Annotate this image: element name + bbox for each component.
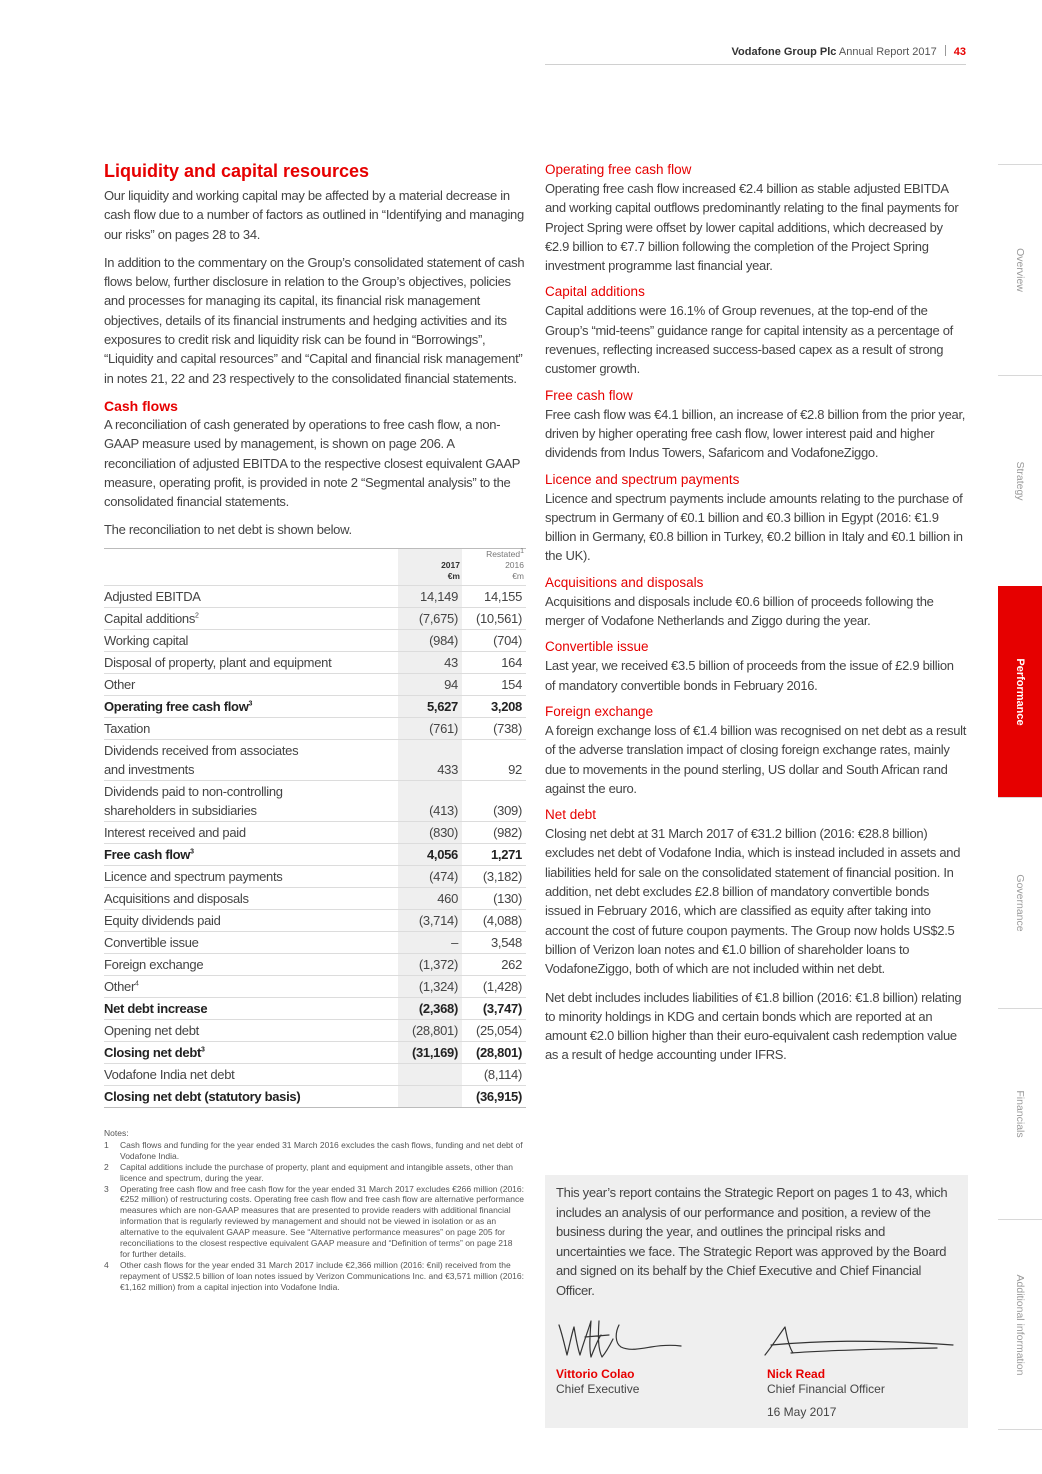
- value-2017: (474): [398, 865, 462, 887]
- net-debt-heading: Net debt: [545, 807, 597, 823]
- tab-financials[interactable]: Financials: [998, 1008, 1042, 1219]
- value-2016: 3,208: [462, 695, 526, 717]
- note-item: 4 Other cash flows for the year ended 31 March 2017 include €2,366 million (2016: €nil) received from the repayment of US$2.5 billion of loan notes issued by Verizon Communications Inc. and €3,571 million (2016: €1,162 million) from a capital injection into Vodafone India.: [104, 1259, 524, 1292]
- operating-free-cash-flow-heading: Operating free cash flow: [545, 162, 692, 177]
- table-header-row: [104, 548, 526, 585]
- signer-read: [767, 1367, 885, 1420]
- table-row: [104, 1085, 526, 1107]
- value-2016: (982): [462, 821, 526, 843]
- strategic-report-text: This year’s report contains the Strategic Report on pages 1 to 43, which includes an analysis of our performance and position, a review of the business during the year, and outlines the principal risks and uncertainties we face. The Strategic Report was approved by the Board and signed on its behalf by the Chief Executive and Chief Financial Officer.: [556, 1185, 948, 1298]
- row-label: Closing net debt$^3$: [104, 1041, 398, 1063]
- table-row: [104, 651, 526, 673]
- page-header: [732, 45, 966, 58]
- row-label: Capital additions$^2$: [104, 607, 398, 629]
- signer-name: Vittorio Colao: [556, 1367, 635, 1381]
- convertible-issue-heading: Convertible issue: [545, 639, 649, 655]
- section-tabs: [998, 164, 1042, 1430]
- cash-flows-paragraph: A reconciliation of cash generated by operations to free cash flow, a non-GAAP measure used by management, is shown on page 206. A reconciliation of adjusted EBITDA to the respective closest equivalent GAAP measure, operating profit, is provided in note 2 “Segmental analysis” to the consolidated financial statements.: [104, 416, 520, 510]
- free-cash-flow-heading: Free cash flow: [545, 387, 633, 403]
- row-label: Dividends received from associates and investments: [104, 739, 398, 780]
- row-label: Acquisitions and disposals: [104, 887, 398, 909]
- foreign-exchange-heading: Foreign exchange: [545, 703, 654, 719]
- value-2016: 1,271: [462, 843, 526, 865]
- value-2017: (2,368): [398, 997, 462, 1019]
- row-label: Operating free cash flow$^3$: [104, 695, 398, 717]
- value-2016: (4,088): [462, 909, 526, 931]
- notes-title: Notes:: [104, 1128, 129, 1138]
- value-2017: (1,372): [398, 953, 462, 975]
- tab-strategy[interactable]: Strategy: [998, 375, 1042, 586]
- signature-date: 16 May 2017: [767, 1405, 837, 1419]
- free-cash-flow-text: Free cash flow was €4.1 billion, an increase of €2.8 billion from the prior year, driven by higher operating free cash flow, lower interest paid and higher dividends from Indus Towers, Safaricom and VodafoneZiggo.: [545, 406, 966, 461]
- row-label: Free cash flow$^3$: [104, 843, 398, 865]
- value-2016: (704): [462, 629, 526, 651]
- value-2016: (130): [462, 887, 526, 909]
- table-row: [104, 607, 526, 629]
- strategic-report-box: [545, 1175, 968, 1428]
- value-2017: (761): [398, 717, 462, 739]
- value-2016: (738): [462, 717, 526, 739]
- foreign-exchange-text: A foreign exchange loss of €1.4 billion was recognised on net debt as a result of the adverse translation impact of closing foreign exchange rates, mainly due to movements in the pound sterling, US dollar and South African rand against the euro.: [545, 722, 967, 796]
- table-row: [104, 739, 526, 780]
- value-2017: (830): [398, 821, 462, 843]
- capital-additions-heading: Capital additions: [545, 284, 645, 300]
- row-label: Working capital: [104, 629, 398, 651]
- table-row: [104, 673, 526, 695]
- licence-spectrum-heading: Licence and spectrum payments: [545, 471, 740, 487]
- signature-read: [757, 1321, 957, 1361]
- header-divider: [945, 45, 946, 56]
- col-2017-header: 2017 €m: [398, 548, 462, 585]
- table-row: [104, 821, 526, 843]
- row-label: Adjusted EBITDA: [104, 585, 398, 607]
- value-2017: 433: [398, 739, 462, 780]
- net-debt-text: Closing net debt at 31 March 2017 of €31.2 billion (2016: €28.8 billion) excludes net debt of Vodafone India, which is instead included in assets and liabilities held for sale on the consolidated statement of financial position. In addition, net debt excludes £2.8 billion of mandatory convertible bonds issued in February 2016, which are classified as equity after taking into account the cost of future coupon payments. The Group now holds US$2.5 billion of Verizon loan notes and €1.0 billion of shareholder loans to VodafoneZiggo, both of which are not included within net debt.: [545, 826, 961, 977]
- table-row: [104, 629, 526, 651]
- value-2017: (3,714): [398, 909, 462, 931]
- table-row: [104, 909, 526, 931]
- value-2016: (3,747): [462, 997, 526, 1019]
- row-label: Foreign exchange: [104, 953, 398, 975]
- value-2016: 92: [462, 739, 526, 780]
- acquisitions-disposals-text: Acquisitions and disposals include €0.6 billion of proceeds following the merger of Vodafone Netherlands and Ziggo during the year.: [545, 593, 934, 629]
- value-2016: (10,561): [462, 607, 526, 629]
- row-label: Other: [104, 673, 398, 695]
- col-2016-header: Restated$^1$ 2016 €m: [486, 547, 524, 581]
- note-item: 3 Operating free cash flow and free cash flow for the year ended 31 March 2017 excludes €266 million (2016: €252 million) of restructuring costs. Operating free cash flow and free cash flow are alternative performance measures which are non-GAAP measures that are presented to provide readers with additional financial information that is regularly reviewed by management and should not be viewed in isolation or as an alternative to the equivalent GAAP measure. See “Alternative performance measures” on page 205 for reconciliations to the closest respective equivalent GAAP measure and “Definition of terms” on page 218 for further details.: [104, 1183, 524, 1259]
- value-2016: (3,182): [462, 865, 526, 887]
- table-row: [104, 1019, 526, 1041]
- value-2017: 460: [398, 887, 462, 909]
- value-2017: –: [398, 931, 462, 953]
- signer-role: Chief Executive: [556, 1382, 640, 1396]
- value-2017: 14,149: [398, 585, 462, 607]
- row-label: Dividends paid to non-controlling shareholders in subsidiaries: [104, 780, 398, 821]
- value-2017: (31,169): [398, 1041, 462, 1063]
- table-row: [104, 997, 526, 1019]
- value-2017: 5,627: [398, 695, 462, 717]
- table-row: [104, 585, 526, 607]
- row-label: Vodafone India net debt: [104, 1063, 398, 1085]
- table-row: [104, 780, 526, 821]
- tab-performance[interactable]: Performance: [998, 586, 1042, 797]
- licence-spectrum-text: Licence and spectrum payments include amounts relating to the purchase of spectrum in Germany of €0.1 billion and €0.3 billion in Egypt (2016: €1.9 billion in Germany, €0.8 billion in Turkey, €0.2 billion in Italy and €0.1 billion in the UK).: [545, 490, 963, 564]
- value-2016: (309): [462, 780, 526, 821]
- value-2017: 94: [398, 673, 462, 695]
- value-2017: [398, 1085, 462, 1107]
- tab-additional-information[interactable]: Additional information: [998, 1219, 1042, 1430]
- signer-role: Chief Financial Officer: [767, 1382, 885, 1396]
- value-2016: (25,054): [462, 1019, 526, 1041]
- value-2016: (8,114): [462, 1063, 526, 1085]
- left-column: [104, 160, 526, 1108]
- signer-name: Nick Read: [767, 1367, 826, 1381]
- row-label: Licence and spectrum payments: [104, 865, 398, 887]
- acquisitions-disposals-heading: Acquisitions and disposals: [545, 574, 704, 590]
- section-title: Liquidity and capital resources: [104, 161, 370, 181]
- value-2016: (36,915): [462, 1085, 526, 1107]
- disclosure-paragraph: In addition to the commentary on the Group’s consolidated statement of cash flows below, further disclosure in relation to the Group’s objectives, policies and processes for managing its capital, its financial risk management objectives, details of its financial instruments and hedging activities and its exposures to credit risk and liquidity risk can be found in “Borrowings”, “Liquidity and capital resources” and “Capital and financial risk management” in notes 21, 22 and 23 respectively to the consolidated financial statements.: [104, 254, 525, 386]
- table-notes: [104, 1128, 524, 1293]
- right-column: [545, 160, 967, 1065]
- table-row: [104, 931, 526, 953]
- value-2017: (28,801): [398, 1019, 462, 1041]
- value-2016: 262: [462, 953, 526, 975]
- value-2016: 14,155: [462, 585, 526, 607]
- row-label: Convertible issue: [104, 931, 398, 953]
- convertible-issue-text: Last year, we received €3.5 billion of proceeds from the issue of £2.9 billion of mandatory convertible bonds in February 2016.: [545, 658, 954, 693]
- table-row: [104, 1063, 526, 1085]
- row-label: Opening net debt: [104, 1019, 398, 1041]
- value-2016: 154: [462, 673, 526, 695]
- table-row: [104, 865, 526, 887]
- table-row: [104, 695, 526, 717]
- value-2017: (413): [398, 780, 462, 821]
- table-row: [104, 717, 526, 739]
- tab-overview[interactable]: Overview: [998, 164, 1042, 375]
- signature-colao: [555, 1311, 685, 1363]
- row-label: Closing net debt (statutory basis): [104, 1085, 398, 1107]
- note-item: 2 Capital additions include the purchase of property, plant and equipment and intangible assets, other than licence and spectrum, during the year.: [104, 1161, 513, 1183]
- table-row: [104, 975, 526, 997]
- value-2016: 164: [462, 651, 526, 673]
- value-2016: 3,548: [462, 931, 526, 953]
- row-label: Equity dividends paid: [104, 909, 398, 931]
- tab-governance[interactable]: Governance: [998, 797, 1042, 1008]
- row-label: Other$^4$: [104, 975, 398, 997]
- row-label: Taxation: [104, 717, 398, 739]
- capital-additions-text: Capital additions were 16.1% of Group revenues, at the top-end of the Group’s “mid-teens” guidance range for capital intensity as a percentage of revenues, reflecting increased success-based capex as a result of strong customer growth.: [545, 303, 953, 377]
- intro-paragraph: Our liquidity and working capital may be affected by a material decrease in cash flow due to a number of factors as outlined in “Identifying and managing our risks” on pages 28 to 34.: [104, 188, 524, 242]
- header-rule: [545, 64, 966, 65]
- value-2017: 4,056: [398, 843, 462, 865]
- cash-flows-heading: Cash flows: [104, 397, 178, 414]
- row-label: Net debt increase: [104, 997, 398, 1019]
- note-item: 1 Cash flows and funding for the year ended 31 March 2016 excludes the cash flows, funding and net debt of Vodafone India.: [104, 1139, 523, 1161]
- row-label: Disposal of property, plant and equipment: [104, 651, 398, 673]
- value-2017: (984): [398, 629, 462, 651]
- row-label: Interest received and paid: [104, 821, 398, 843]
- value-2016: (28,801): [462, 1041, 526, 1063]
- page-number: 43: [953, 46, 966, 58]
- value-2017: (1,324): [398, 975, 462, 997]
- value-2017: (7,675): [398, 607, 462, 629]
- value-2016: (1,428): [462, 975, 526, 997]
- net-debt-reconciliation-table: [104, 548, 526, 1108]
- table-row: [104, 953, 526, 975]
- company-name: Vodafone Group Plc: [731, 46, 837, 58]
- operating-free-cash-flow-text: Operating free cash flow increased €2.4 billion as stable adjusted EBITDA and working capital outflows predominantly relating to the final payments for Project Spring were offset by lower capital additions, which decreased by €2.9 billion to €7.7 billion following the completion of the Project Spring investment programme last financial year.: [545, 181, 959, 274]
- net-debt-text-2: Net debt includes includes liabilities of €1.8 billion (2016: €1.8 billion) relating to minority holdings in KDG and certain bonds which are reported at an amount €2.0 billion higher than their euro-equivalent cash redemption value as a result of hedge accounting under IFRS.: [545, 989, 962, 1063]
- value-2017: 43: [398, 651, 462, 673]
- report-name: Annual Report 2017: [838, 46, 937, 58]
- table-row: [104, 1041, 526, 1063]
- reconciliation-intro: The reconciliation to net debt is shown below.: [104, 522, 352, 538]
- table-row: [104, 887, 526, 909]
- signer-colao: [556, 1367, 639, 1397]
- value-2017: [398, 1063, 462, 1085]
- table-row: [104, 843, 526, 865]
